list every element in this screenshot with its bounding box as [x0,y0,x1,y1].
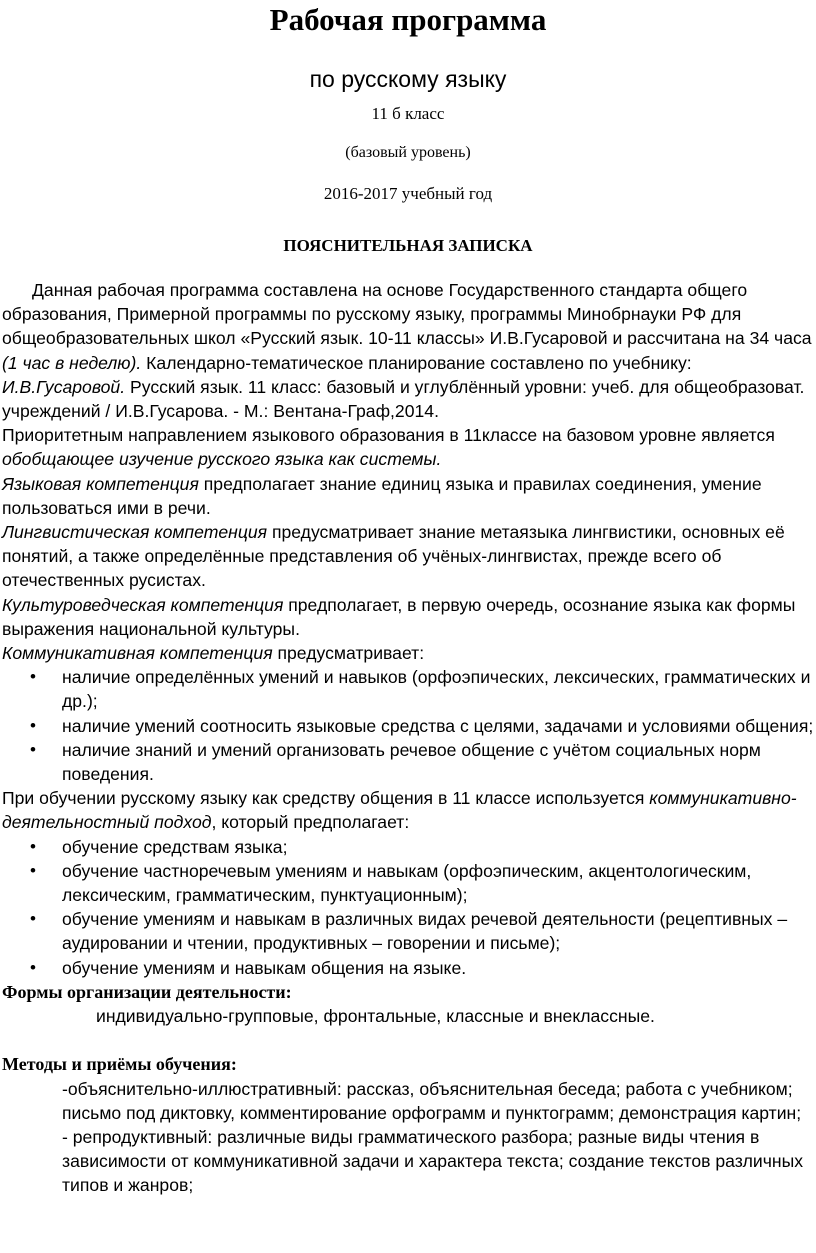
linguistic-competence [2,520,814,593]
page-title: Рабочая программа [269,2,547,37]
bullet-icon: • [30,739,36,759]
list-item-text: наличие умений соотносить языковые средства с целями, задачами и условиями общения; [62,715,814,736]
list-item [2,859,814,907]
list-item [2,665,814,713]
approach-text-a: При обучении русскому языку как средству общения в 11 классе используется [2,788,650,809]
bullet-icon: • [30,836,36,856]
academic-year: 2016-2017 учебный год [323,184,493,203]
forms-heading: Формы организации деятельности: [2,981,292,1002]
list-item-text: обучение умениям и навыкам общения на языке. [62,957,467,978]
list-item [2,714,814,738]
list-item-text: обучение средствам языка; [62,836,288,857]
forms-text: индивидуально-групповые, фронтальные, классные и внеклассные. [96,1006,655,1027]
list-item [2,835,814,859]
communicative-competence-text: предусматривает: [272,643,425,664]
list-item-text: обучение частноречевым умениям и навыкам (орфоэпическим, акцентологическим, лексическим, грамматическим, пунктуационным); [62,860,752,906]
list-item-text: наличие знаний и умений организовать речевое общение с учётом социальных норм поведения. [62,739,761,785]
language-competence-term: Языковая компетенция [2,473,199,494]
cultural-competence-text: предполагает, в первую очередь, осознание языка как формы выражения национальной культуры. [2,594,796,639]
section-heading: ПОЯСНИТЕЛЬНАЯ ЗАПИСКА [283,236,533,255]
intro-text-c: Русский язык. 11 класс: базовый и углублённый уровни: учеб. для общеобразоват. учреждений / И.В.Гусарова. - М.: Вентана-Граф,2014. [2,376,805,422]
bullet-icon: • [30,715,36,735]
approach-text-b: , который предполагает: [211,812,410,833]
priority-italic: обобщающее изучение русского языка как системы. [2,449,442,470]
methods-heading: Методы и приёмы обучения: [2,1054,237,1075]
approach-list [2,835,814,980]
intro-hours-italic: (1 час в неделю). [2,352,142,373]
priority-paragraph [2,423,814,471]
approach-italic: коммуникативно-деятельностный подход [2,788,797,833]
level-label: (базовый уровень) [345,144,471,161]
subject-subtitle: по русскому языку [309,66,507,92]
linguistic-competence-term: Лингвистическая компетенция [2,522,268,543]
approach-paragraph [2,786,814,834]
list-item [2,956,814,980]
linguistic-competence-text: предусматривает знание метаязыка лингвистики, основных её понятий, а также определённые представления об учёных-лингвистах, прежде всего об отечественных русистах. [2,522,785,591]
method-item: - репродуктивный: различные виды грамматического разбора; разные виды чтения в зависимости от коммуникативной задачи и характера текста; создание текстов различных типов и жанров; [62,1126,804,1196]
intro-text-a: Данная рабочая программа составлена на основе Государственного стандарта общего образования, Примерной программы по русскому языку, программы Минобрнауки РФ для общеобразовательных школ «Русский язык. 10-11 классы» И.В.Гусаровой и рассчитана на 34 часа [2,280,812,349]
list-item-text: обучение умениям и навыкам в различных видах речевой деятельности (рецептивных – аудировании и чтении, продуктивных – говорении и письме); [62,909,788,954]
bullet-icon: • [30,667,36,687]
spacer [2,1028,814,1052]
list-item [2,738,814,786]
document-body [2,278,814,1198]
cultural-competence-term: Культуроведческая компетенция [2,594,284,615]
priority-text: Приоритетным направлением языкового образования в 11классе на базовом уровне является [2,425,775,446]
communicative-list [2,665,814,786]
language-competence [2,472,814,520]
intro-author-italic: И.В.Гусаровой. [2,376,126,397]
bullet-icon: • [30,860,36,880]
communicative-competence [2,641,814,665]
list-item [2,907,814,955]
bullet-icon: • [30,909,36,929]
cultural-competence [2,593,814,641]
list-item-text: наличие определённых умений и навыков (орфоэпических, лексических, грамматических и др.); [62,667,811,712]
class-label: 11 б класс [371,104,445,123]
language-competence-text: предполагает знание единиц языка и правилах соединения, умение пользоваться ими в речи. [2,473,762,518]
bullet-icon: • [30,957,36,977]
communicative-competence-term: Коммуникативная компетенция [2,643,273,664]
intro-paragraph [2,278,814,423]
intro-text-b: Календарно-тематическое планирование составлено по учебнику: [141,352,692,373]
method-item: -объяснительно-иллюстративный: рассказ, объяснительная беседа; работа с учебником; письмо под диктовку, комментирование орфограмм и пунктограмм; демонстрация картин; [62,1078,802,1123]
